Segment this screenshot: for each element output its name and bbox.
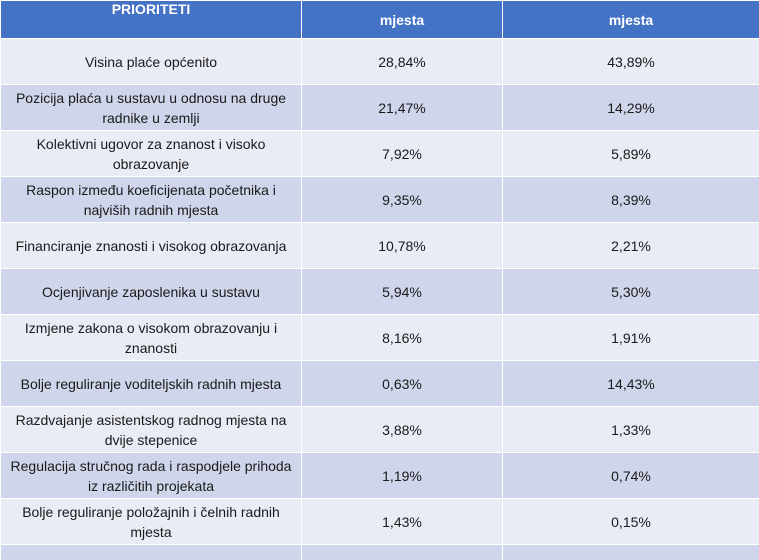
row-value-1: 10,78% (302, 223, 503, 269)
row-value-1: 1,43% (302, 499, 503, 545)
table-row-cut-off (1, 545, 759, 560)
table-row (1, 499, 759, 545)
row-label: Kolektivni ugovor za znanost i visoko obrazovanje (1, 131, 302, 177)
row-value-1-empty (302, 545, 503, 560)
row-value-1: 8,16% (302, 315, 503, 361)
row-label: Bolje reguliranje voditeljskih radnih mjesta (1, 361, 302, 407)
header-priorities: PRIORITETI (1, 1, 302, 39)
row-value-2: 43,89% (503, 39, 759, 85)
row-value-2-empty (503, 545, 759, 560)
row-label: Raspon između koeficijenata početnika i najviših radnih mjesta (1, 177, 302, 223)
row-value-1: 3,88% (302, 407, 503, 453)
table-row (1, 223, 759, 269)
row-value-2: 1,33% (503, 407, 759, 453)
row-value-1: 28,84% (302, 39, 503, 85)
table-row (1, 407, 759, 453)
row-label: Visina plaće općenito (1, 39, 302, 85)
row-label: Izmjene zakona o visokom obrazovanju i znanosti (1, 315, 302, 361)
header-mjesta-1: mjesta (302, 1, 503, 39)
row-value-1: 5,94% (302, 269, 503, 315)
table-row (1, 315, 759, 361)
row-label: Financiranje znanosti i visokog obrazovanja (1, 223, 302, 269)
table-row (1, 269, 759, 315)
row-label: Razdvajanje asistentskog radnog mjesta na dvije stepenice (1, 407, 302, 453)
header-mjesta-2: mjesta (503, 1, 759, 39)
row-value-2: 5,89% (503, 131, 759, 177)
row-value-2: 8,39% (503, 177, 759, 223)
row-value-2: 0,15% (503, 499, 759, 545)
row-value-2: 0,74% (503, 453, 759, 499)
table-header-row (1, 1, 759, 39)
table-row (1, 85, 759, 131)
row-value-1: 0,63% (302, 361, 503, 407)
row-label: Ocjenjivanje zaposlenika u sustavu (1, 269, 302, 315)
table-row (1, 39, 759, 85)
row-value-2: 14,43% (503, 361, 759, 407)
table-row (1, 453, 759, 499)
row-value-1: 7,92% (302, 131, 503, 177)
row-value-2: 1,91% (503, 315, 759, 361)
row-value-1: 1,19% (302, 453, 503, 499)
row-value-2: 5,30% (503, 269, 759, 315)
row-value-1: 9,35% (302, 177, 503, 223)
row-value-2: 14,29% (503, 85, 759, 131)
table-row (1, 177, 759, 223)
table-row (1, 361, 759, 407)
table-row (1, 131, 759, 177)
row-label: Bolje reguliranje položajnih i čelnih radnih mjesta (1, 499, 302, 545)
row-value-2: 2,21% (503, 223, 759, 269)
row-label-empty (1, 545, 302, 560)
row-label: Pozicija plaća u sustavu u odnosu na druge radnike u zemlji (1, 85, 302, 131)
row-label: Regulacija stručnog rada i raspodjele prihoda iz različitih projekata (1, 453, 302, 499)
row-value-1: 21,47% (302, 85, 503, 131)
